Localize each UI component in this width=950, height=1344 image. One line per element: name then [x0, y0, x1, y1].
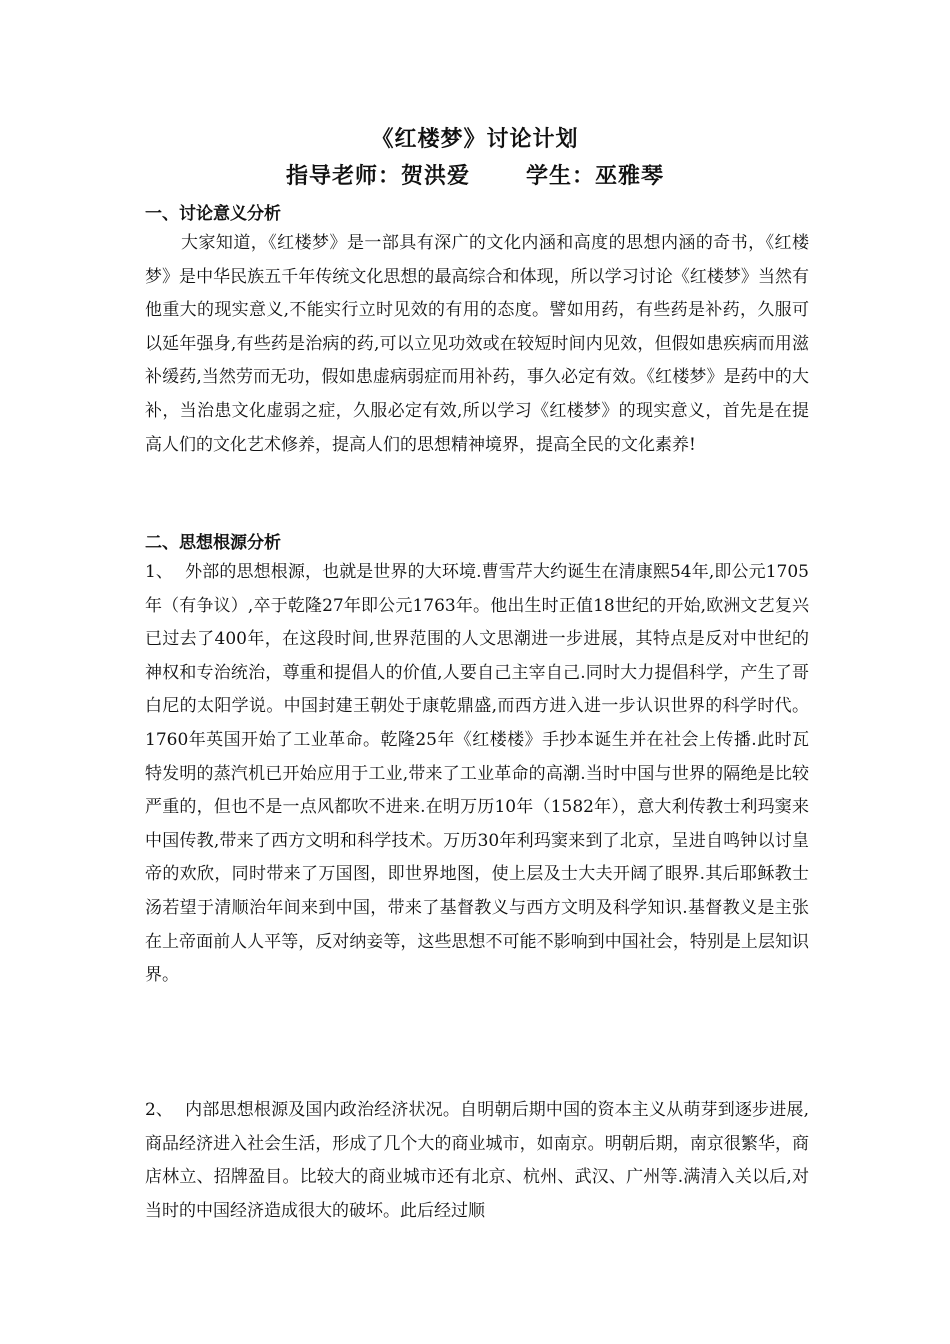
item1-text: 外部的思想根源，也就是世界的大环境.曹雪芹大约诞生在清康熙54年,即公元1705年（有争议）,卒于乾隆27年即公元1763年。他出生时正值18世纪的开始,欧洲文艺复兴已过去了400年，在这段时间,世界范围的人文思潮进一步进展，其特点是反对中世纪的神权和专治统治，尊重和提倡人的价值,人要自己主宰自己.同时大力提倡科学，产生了哥白尼的太阳学说。中国封建王朝处于康乾鼎盛,而西方进入进一步认识世界的科学时代。1760年英国开始了工业革命。乾隆25年《红楼楼》手抄本诞生并在社会上传播.此时瓦特发明的蒸汽机已开始应用于工业,带来了工业革命的高潮.当时中国与世界的隔绝是比较严重的，但也不是一点风都吹不进来.在明万历10年（1582年），意大利传教士利玛窦来中国传教,带来了西方文明和科学技术。万历30年利玛窦来到了北京，呈进自鸣钟以讨皇帝的欢欣，同时带来了万国图，即世界地图，使上层及士大夫开阔了眼界.其后耶稣教士汤若望于清顺治年间来到中国，带来了基督教义与西方文明及科学知识.基督教义是主张在上帝面前人人平等，反对纳妾等，这些思想不可能不影响到中国社会，特别是上层知识界。 — [145, 562, 809, 986]
item2-number: 2、 — [145, 1100, 173, 1120]
advisor-name: 指导老师：贺洪爱 — [285, 163, 470, 189]
section1-paragraph: 大家知道，《红楼梦》是一部具有深广的文化内涵和高度的思想内涵的奇书，《红楼梦》是中华民族五千年传统文化思想的最高综合和体现，所以学习讨论《红楼梦》当然有他重大的现实意义,不能实行立时见效的有用的态度。譬如用药，有些药是补药，久服可以延年强身,有些药是治病的药,可以立见功效或在较短时间内见效，但假如患疾病而用滋补缓药,当然劳而无功，假如患虚病弱症而用补药，事久必定有效。《红楼梦》是药中的大补，当治患文化虚弱之症，久服必定有效,所以学习《红楼梦》的现实意义，首先是在提高人们的文化艺术修养，提高人们的思想精神境界，提高全民的文化素养! — [145, 233, 809, 455]
section2-heading: 二、思想根源分析 — [145, 533, 281, 553]
section2-item2 — [145, 1094, 809, 1228]
document-title: 《红楼梦》讨论计划 — [371, 126, 579, 152]
item1-number: 1、 — [145, 562, 173, 582]
section2-item1 — [145, 556, 809, 993]
section1-heading: 一、讨论意义分析 — [145, 204, 281, 224]
item2-text: 内部思想根源及国内政治经济状况。自明朝后期中国的资本主义从萌芽到逐步进展,商品经济进入社会生活，形成了几个大的商业城市，如南京。明朝后期，南京很繁华，商店林立、招牌盈目。比较大的商业城市还有北京、杭州、武汉、广州等.满清入关以后,对当时的中国经济造成很大的破坏。此后经过顺 — [145, 1100, 809, 1221]
student-name: 学生：巫雅琴 — [526, 163, 665, 189]
document-subtitle — [0, 159, 950, 190]
